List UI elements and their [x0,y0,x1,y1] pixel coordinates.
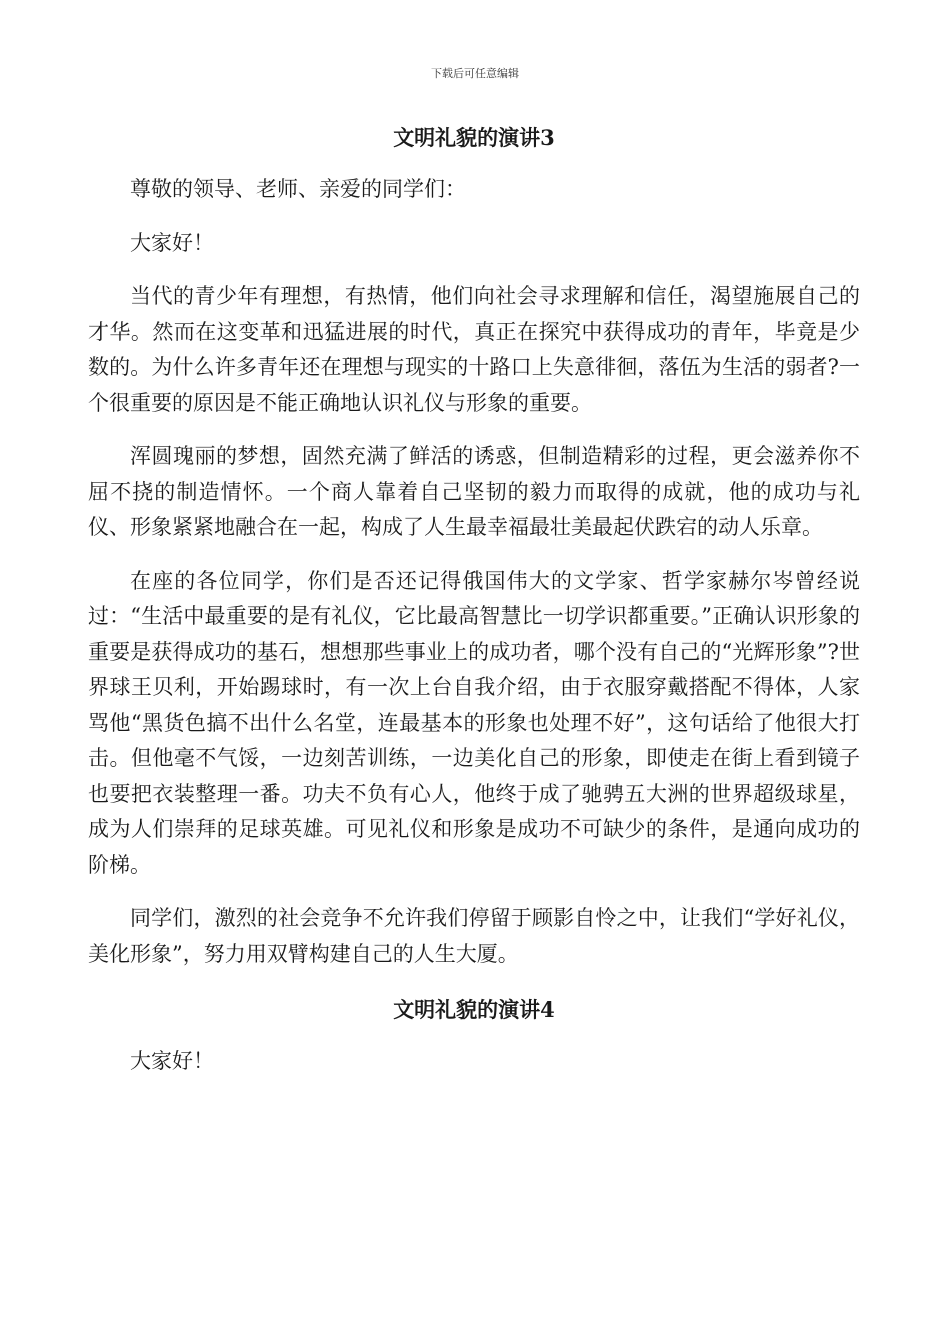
body-paragraph: 在座的各位同学，你们是否还记得俄国伟大的文学家、哲学家赫尔岑曾经说过：“生活中最重要的是有礼仪，它比最高智慧比一切学识都重要。”正确认识形象的重要是获得成功的基石，想想那些事业上的成功者，哪个没有自己的“光辉形象”?世界球王贝利，开始踢球时，有一次上台自我介绍，由于衣服穿戴搭配不得体，人家骂他“黑货色搞不出什么名堂，连最基本的形象也处理不好”，这句话给了他很大打击。但他毫不气馁，一边刻苦训练，一边美化自己的形象，即使走在街上看到镜子也要把衣装整理一番。功夫不负有心人，他终于成了驰骋五大洲的世界超级球星，成为人们崇拜的足球英雄。可见礼仪和形象是成功不可缺少的条件，是通向成功的阶梯。 [88,568,860,877]
greeting-paragraph: 尊敬的领导、老师、亲爱的同学们： [130,177,466,201]
section-title: 文明礼貌的演讲4 [393,997,555,1022]
body-paragraph: 当代的青少年有理想，有热情，他们向社会寻求理解和信任，渴望施展自己的才华。然而在这变革和迅猛进展的时代，真正在探究中获得成功的青年，毕竟是少数的。为什么许多青年还在理想与现实的十路口上失意徘徊，落伍为生活的弱者?一个很重要的原因是不能正确地认识礼仪与形象的重要。 [88,284,860,415]
section-title: 文明礼貌的演讲3 [393,125,555,150]
page-header: 下载后可任意编辑 [431,67,519,80]
body-paragraph: 同学们，激烈的社会竞争不允许我们停留于顾影自怜之中，让我们“学好礼仪，美化形象”，努力用双臂构建自己的人生大厦。 [88,906,860,966]
body-paragraph: 浑圆瑰丽的梦想，固然充满了鲜活的诱惑，但制造精彩的过程，更会滋养你不屈不挠的制造情怀。一个商人靠着自己坚韧的毅力而取得的成就，他的成功与礼仪、形象紧紧地融合在一起，构成了人生最幸福最壮美最起伏跌宕的动人乐章。 [88,444,860,539]
hello-paragraph: 大家好！ [130,230,214,255]
hello-paragraph: 大家好！ [130,1049,214,1073]
document-body [88,118,860,1098]
